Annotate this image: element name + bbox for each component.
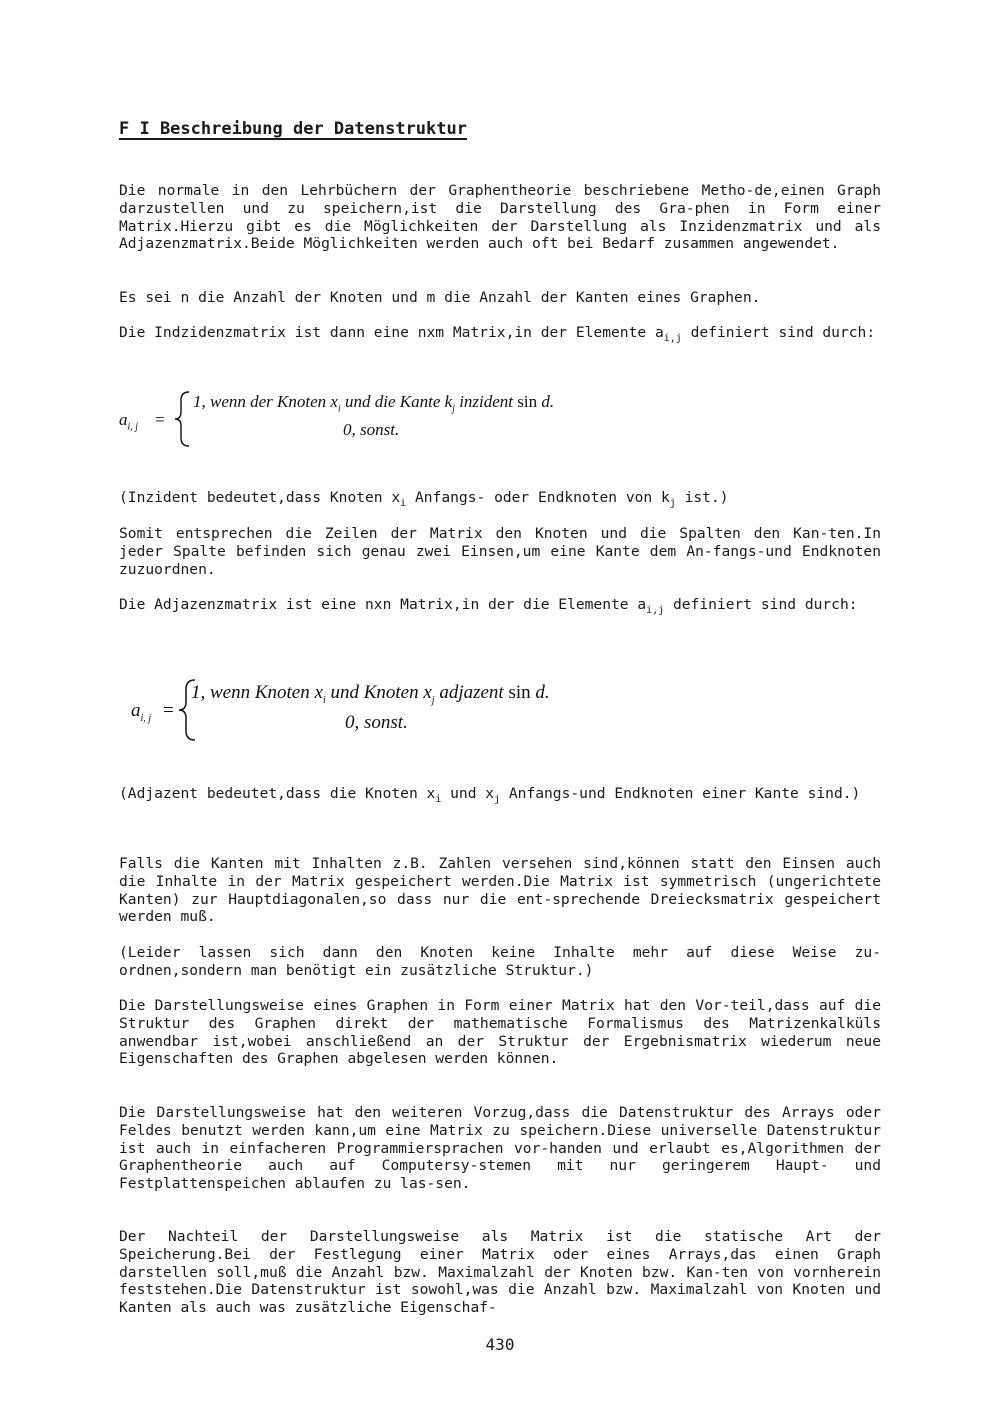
paragraph-disadvantage: Der Nachteil der Darstellungsweise als Matrix ist die statische Art der Speicherung.Bei der Festlegung einer Matrix oder eines Arrays,das einen Graph darstellen soll,muß die Anzahl bzw. Maximalzahl der Knoten bzw. Kan-ten von vornherein feststehen.Die Datenstruktur ist sowohl,was die Anzahl bzw. Maximalzahl von Knoten und Kanten als auch was zusätzliche Eigenschaf- <box>119 1228 881 1317</box>
left-brace <box>173 390 193 448</box>
incidence-formula: $a_{i, j}$ = 1, wenn der Knoten $x_i$ und die Kante $k_j$ inzident sin d. 0, sonst. <box>119 388 719 448</box>
paragraph-rows-columns: Somit entsprechen die Zeilen der Matrix den Knoten und die Spalten den Kan-ten.In jeder Spalte befinden sich genau zwei Einsen,um eine Kante dem An-fangs-und Endknoten zuzuordnen. <box>119 525 881 578</box>
paragraph-weighted-edges: Falls die Kanten mit Inhalten z.B. Zahlen versehen sind,können statt den Einsen auch die Inhalte in der Matrix gespeichert werden.Die Matrix ist symmetrisch (ungerichtete Kanten) zur Hauptdiagonalen,so dass nur die ent-sprechende Dreiecksmatrix gespeichert werden muß. <box>119 855 881 926</box>
paragraph-adjacent-meaning: (Adjazent bedeutet,dass die Knoten $x_i$ und $x_j$ Anfangs-und Endknoten einer Kante sind.) <box>119 785 861 805</box>
section-heading: F I Beschreibung der Datenstruktur <box>119 119 467 139</box>
paragraph-incident-meaning: (Inzident bedeutet,dass Knoten $x_i$ Anfangs- oder Endknoten von $k_j$ ist.) <box>119 489 729 509</box>
paragraph-incidence-intro: Die Indzidenzmatrix ist dann eine nxm Matrix,in der Elemente $a_{i,j}$ definiert sind durch: <box>119 324 876 344</box>
paragraph-matrix-advantage: Die Darstellungsweise eines Graphen in Form einer Matrix hat den Vor-teil,dass auf die Struktur des Graphen direkt der mathematische Formalismus des Matrizenkalküls anwendbar ist,wobei anschließend an der Struktur der Ergebnismatrix wiederum neue Eigenschaften des Graphen abgelesen werden können. <box>119 997 881 1068</box>
paragraph-node-content-note: (Leider lassen sich dann den Knoten keine Inhalte mehr auf diese Weise zu-ordnen,sondern man benötigt ein zusätzliche Struktur.) <box>119 944 881 979</box>
paragraph-definitions: Es sei n die Anzahl der Knoten und m die Anzahl der Kanten eines Graphen. <box>119 289 761 306</box>
adjacency-formula: $a_{i, j}$ = 1, wenn Knoten $x_i$ und Knoten $x_j$ adjazent sin d. 0, sonst. <box>131 676 731 742</box>
paragraph-adjacency-intro: Die Adjazenzmatrix ist eine nxn Matrix,in der die Elemente $a_{i,j}$ definiert sind durch: <box>119 596 858 616</box>
paragraph-intro: Die normale in den Lehrbüchern der Graphentheorie beschriebene Metho-de,einen Graph darzustellen und zu speichern,ist die Darstellung des Gra-phen in Form einer Matrix.Hierzu gibt es die Möglichkeiten der Darstellung als Inzidenzmatrix und als Adjazenzmatrix.Beide Möglichkeiten werden auch oft bei Bedarf zusammen angewendet. <box>119 182 881 253</box>
paragraph-array-advantage: Die Darstellungsweise hat den weiteren Vorzug,dass die Datenstruktur des Arrays oder Feldes benutzt werden kann,um eine Matrix zu speichern.Diese universelle Datenstruktur ist auch in einfacheren Programmiersprachen vor-handen und erlaubt es,Algorithmen der Graphentheorie auch auf Computersy-stemen mit nur geringerem Haupt- und Festplattenspeichen ablaufen zu las-sen. <box>119 1104 881 1193</box>
page-number: 430 <box>485 1335 515 1354</box>
